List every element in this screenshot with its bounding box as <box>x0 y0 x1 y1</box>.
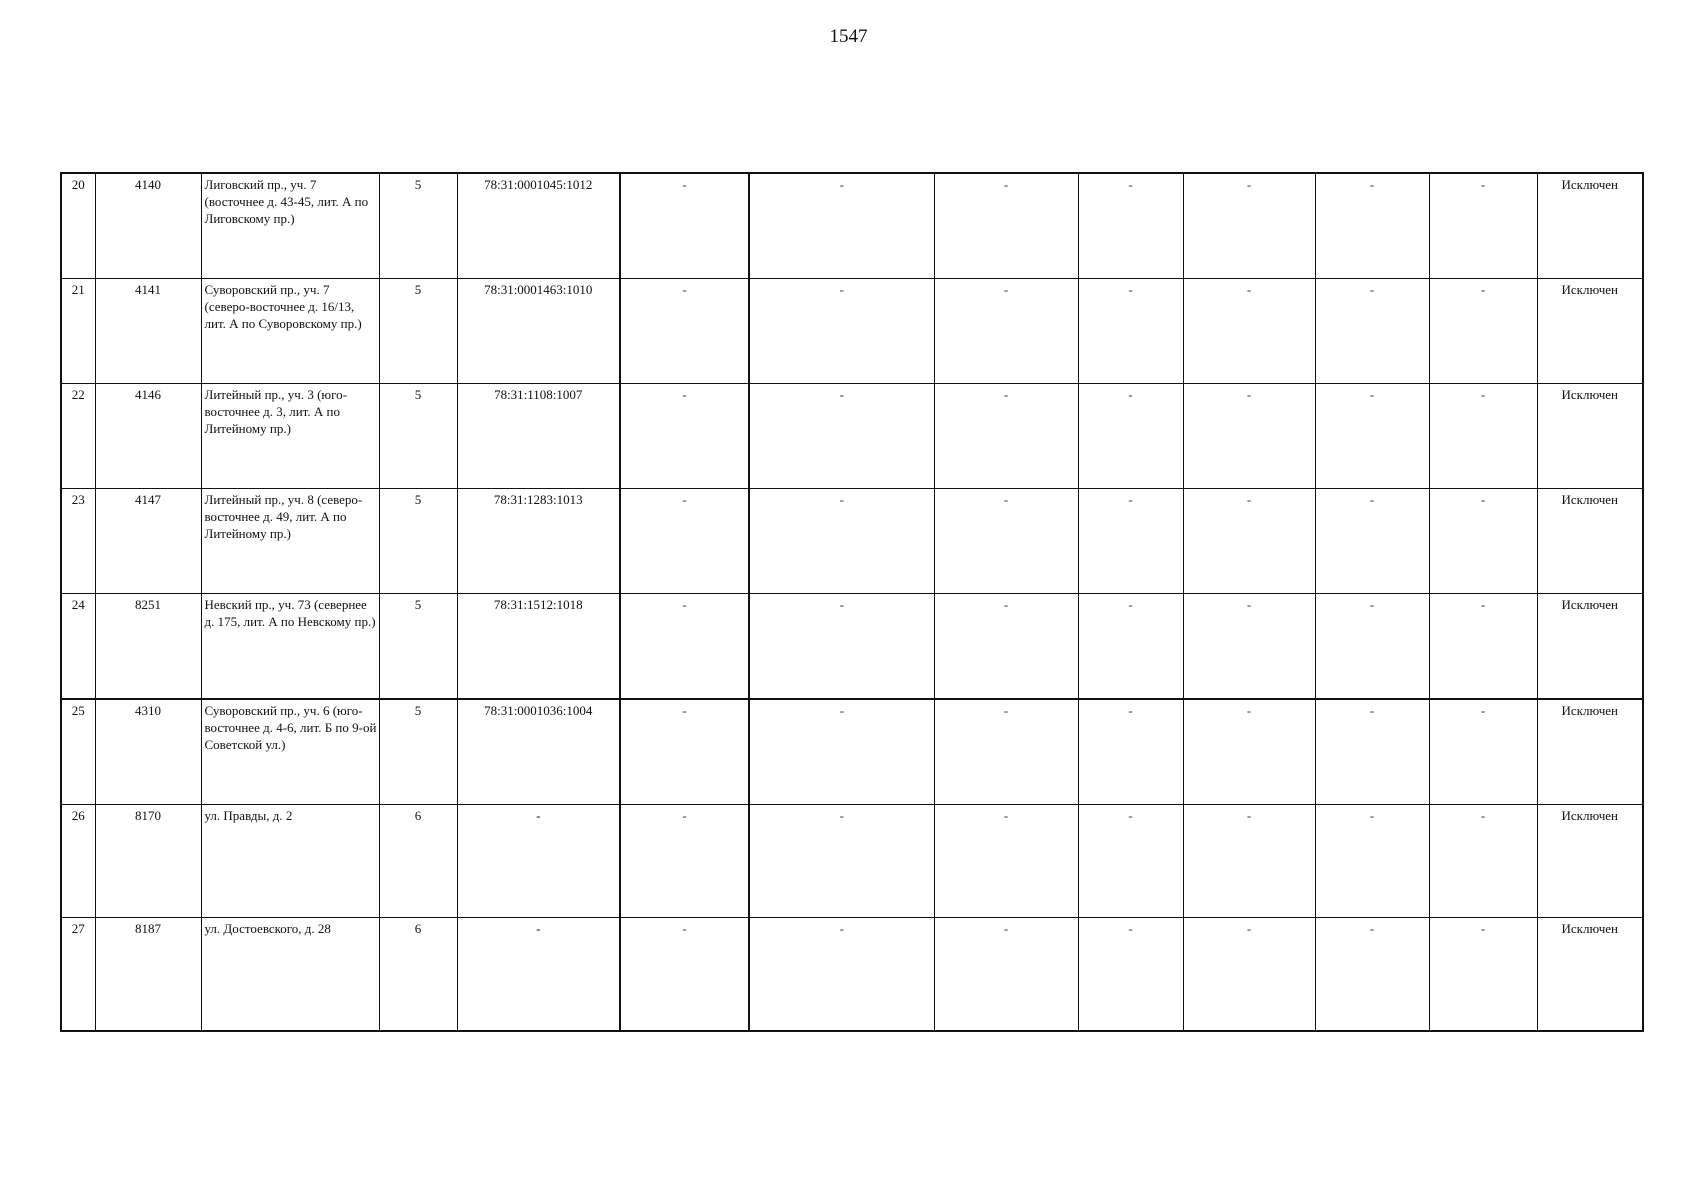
column-7-cell: - <box>749 805 934 918</box>
status-cell: Исключен <box>1537 173 1643 279</box>
object-id-cell: 4310 <box>95 699 201 805</box>
table-row <box>61 699 1643 805</box>
address-cell: ул. Достоевского, д. 28 <box>201 918 379 1032</box>
cadastre-number-cell: 78:31:1512:1018 <box>457 594 620 700</box>
row-number-cell: 26 <box>61 805 95 918</box>
cadastre-number-cell: 78:31:0001463:1010 <box>457 279 620 384</box>
column-10-cell: - <box>1183 805 1315 918</box>
address-cell: Суворовский пр., уч. 7 (северо-восточнее д. 16/13, лит. А по Суворовскому пр.) <box>201 279 379 384</box>
address-cell: Лиговский пр., уч. 7 (восточнее д. 43-45, лит. А по Лиговскому пр.) <box>201 173 379 279</box>
column-10-cell: - <box>1183 699 1315 805</box>
column-8-cell: - <box>934 279 1078 384</box>
column-10-cell: - <box>1183 279 1315 384</box>
zone-cell: 5 <box>379 279 457 384</box>
cadastre-number-cell: 78:31:1283:1013 <box>457 489 620 594</box>
table-row <box>61 279 1643 384</box>
column-9-cell: - <box>1078 805 1183 918</box>
status-cell: Исключен <box>1537 594 1643 700</box>
cadastre-number-cell: - <box>457 805 620 918</box>
column-9-cell: - <box>1078 384 1183 489</box>
zone-cell: 6 <box>379 805 457 918</box>
column-12-cell: - <box>1429 594 1537 700</box>
column-6-cell: - <box>620 279 749 384</box>
column-12-cell: - <box>1429 805 1537 918</box>
column-6-cell: - <box>620 594 749 700</box>
row-number-cell: 22 <box>61 384 95 489</box>
status-cell: Исключен <box>1537 384 1643 489</box>
column-6-cell: - <box>620 918 749 1032</box>
zone-cell: 5 <box>379 489 457 594</box>
address-cell: Суворовский пр., уч. 6 (юго-восточнее д. 4-6, лит. Б по 9-ой Советской ул.) <box>201 699 379 805</box>
column-6-cell: - <box>620 489 749 594</box>
zone-cell: 5 <box>379 173 457 279</box>
cadastre-number-cell: 78:31:1108:1007 <box>457 384 620 489</box>
column-6-cell: - <box>620 805 749 918</box>
object-id-cell: 4147 <box>95 489 201 594</box>
column-11-cell: - <box>1315 384 1429 489</box>
cadastre-number-cell: - <box>457 918 620 1032</box>
column-9-cell: - <box>1078 489 1183 594</box>
column-8-cell: - <box>934 489 1078 594</box>
zone-cell: 6 <box>379 918 457 1032</box>
table-body <box>61 173 1643 1031</box>
row-number-cell: 25 <box>61 699 95 805</box>
column-7-cell: - <box>749 173 934 279</box>
column-12-cell: - <box>1429 918 1537 1032</box>
column-8-cell: - <box>934 173 1078 279</box>
zone-cell: 5 <box>379 384 457 489</box>
object-id-cell: 8187 <box>95 918 201 1032</box>
column-7-cell: - <box>749 918 934 1032</box>
status-cell: Исключен <box>1537 699 1643 805</box>
page-number: 1547 <box>829 26 868 47</box>
address-cell: Литейный пр., уч. 8 (северо-восточнее д. 49, лит. А по Литейному пр.) <box>201 489 379 594</box>
column-6-cell: - <box>620 173 749 279</box>
column-8-cell: - <box>934 805 1078 918</box>
registry-table <box>60 172 1644 1032</box>
column-10-cell: - <box>1183 384 1315 489</box>
column-12-cell: - <box>1429 173 1537 279</box>
column-11-cell: - <box>1315 173 1429 279</box>
object-id-cell: 4140 <box>95 173 201 279</box>
column-12-cell: - <box>1429 489 1537 594</box>
object-id-cell: 8170 <box>95 805 201 918</box>
column-8-cell: - <box>934 918 1078 1032</box>
status-cell: Исключен <box>1537 489 1643 594</box>
row-number-cell: 20 <box>61 173 95 279</box>
cadastre-number-cell: 78:31:0001036:1004 <box>457 699 620 805</box>
zone-cell: 5 <box>379 594 457 700</box>
column-7-cell: - <box>749 489 934 594</box>
column-8-cell: - <box>934 699 1078 805</box>
column-11-cell: - <box>1315 489 1429 594</box>
object-id-cell: 8251 <box>95 594 201 700</box>
column-12-cell: - <box>1429 699 1537 805</box>
address-cell: Невский пр., уч. 73 (севернее д. 175, лит. А по Невскому пр.) <box>201 594 379 700</box>
table-row <box>61 918 1643 1032</box>
row-number-cell: 24 <box>61 594 95 700</box>
object-id-cell: 4146 <box>95 384 201 489</box>
column-11-cell: - <box>1315 805 1429 918</box>
column-10-cell: - <box>1183 594 1315 700</box>
column-9-cell: - <box>1078 173 1183 279</box>
column-11-cell: - <box>1315 918 1429 1032</box>
column-6-cell: - <box>620 384 749 489</box>
column-9-cell: - <box>1078 918 1183 1032</box>
column-10-cell: - <box>1183 918 1315 1032</box>
column-7-cell: - <box>749 384 934 489</box>
column-9-cell: - <box>1078 699 1183 805</box>
row-number-cell: 27 <box>61 918 95 1032</box>
cadastre-number-cell: 78:31:0001045:1012 <box>457 173 620 279</box>
column-7-cell: - <box>749 699 934 805</box>
column-12-cell: - <box>1429 279 1537 384</box>
column-11-cell: - <box>1315 279 1429 384</box>
status-cell: Исключен <box>1537 805 1643 918</box>
column-11-cell: - <box>1315 699 1429 805</box>
column-10-cell: - <box>1183 489 1315 594</box>
row-number-cell: 23 <box>61 489 95 594</box>
column-7-cell: - <box>749 279 934 384</box>
column-11-cell: - <box>1315 594 1429 700</box>
column-8-cell: - <box>934 594 1078 700</box>
column-10-cell: - <box>1183 173 1315 279</box>
table-row <box>61 594 1643 700</box>
column-6-cell: - <box>620 699 749 805</box>
status-cell: Исключен <box>1537 918 1643 1032</box>
status-cell: Исключен <box>1537 279 1643 384</box>
address-cell: Литейный пр., уч. 3 (юго-восточнее д. 3, лит. А по Литейному пр.) <box>201 384 379 489</box>
table-row <box>61 805 1643 918</box>
table-row <box>61 384 1643 489</box>
table-row <box>61 173 1643 279</box>
column-9-cell: - <box>1078 279 1183 384</box>
row-number-cell: 21 <box>61 279 95 384</box>
column-12-cell: - <box>1429 384 1537 489</box>
table-row <box>61 489 1643 594</box>
column-7-cell: - <box>749 594 934 700</box>
address-cell: ул. Правды, д. 2 <box>201 805 379 918</box>
object-id-cell: 4141 <box>95 279 201 384</box>
zone-cell: 5 <box>379 699 457 805</box>
column-9-cell: - <box>1078 594 1183 700</box>
column-8-cell: - <box>934 384 1078 489</box>
